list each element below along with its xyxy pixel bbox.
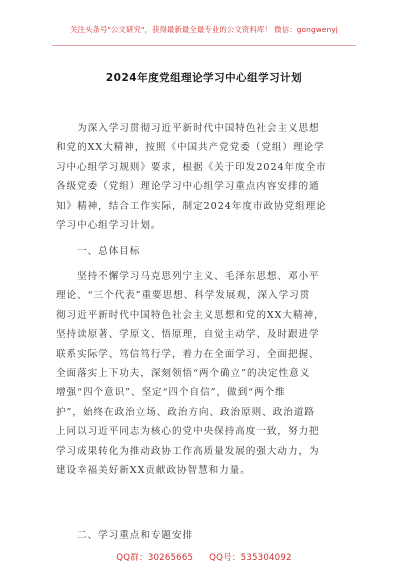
text-line: 知》精神，结合工作实际，制定2024年度市政协党组理论: [56, 200, 327, 212]
text-line: 各级党委（党组）理论学习中心组学习重点内容安排的通: [56, 181, 320, 193]
text-line: 上同以习近平同志为核心的党中央保持高度一致，努力把: [56, 426, 320, 438]
footer-contact: [0, 551, 408, 563]
text-line: 和党的XX大精神，按照《中国共产党党委（党组）理论学: [56, 142, 325, 154]
text-line: 坚持读原著、学原文、悟原理，自觉主动学、及时跟进学: [56, 329, 320, 341]
text-line: 理论、“三个代表”重要思想、科学发展观，深入学习贯: [56, 290, 311, 302]
document-title: 2024年度党组理论学习中心组学习计划: [105, 72, 303, 84]
section-heading-overall-goals: 一、总体目标: [56, 246, 141, 257]
qq-group-number: QQ群：30265665: [116, 553, 194, 563]
text-line: 学习中心组学习计划。: [56, 220, 162, 232]
text-line: 彻习近平新时代中国特色社会主义思想和党的XX大精神，: [56, 309, 325, 321]
qq-account-number: QQ号：535304092: [209, 553, 292, 563]
text-line: 护”，始终在政治立场、政治方向、政治原则、政治道路: [56, 406, 315, 418]
text-line: 建设幸福美好新XX贡献政协智慧和力量。: [56, 465, 251, 477]
text-line: 增强“四个意识”、坚定“四个自信”，做到“两个维: [56, 387, 286, 399]
text-line: 为深入学习贯彻习近平新时代中国特色社会主义思想: [56, 123, 320, 134]
intro-paragraph: [56, 119, 356, 235]
text-line: 学习成果转化为推动政协工作高质量发展的强大动力，为: [56, 445, 320, 457]
header-banner: 关注头条号"公文研究"，获得最新最全最专业的公文资料库！ 微信：gongwenyj: [70, 25, 338, 34]
text-line: 坚持不懈学习马克思列宁主义、毛泽东思想、邓小平: [56, 271, 320, 282]
section-heading-study-focus: 二、学习重点和专题安排: [56, 530, 194, 541]
header-divider: [52, 45, 356, 46]
text-line: 联系实际学、笃信笃行学，着力在全面学习、全面把握、: [56, 348, 320, 360]
text-line: 全面落实上下功夫，深刻领悟“两个确立”的决定性意义: [56, 368, 311, 380]
text-line: 习中心组学习规则》要求，根据《关于印发2024年度全市: [56, 161, 327, 173]
goals-paragraph: [56, 267, 356, 480]
